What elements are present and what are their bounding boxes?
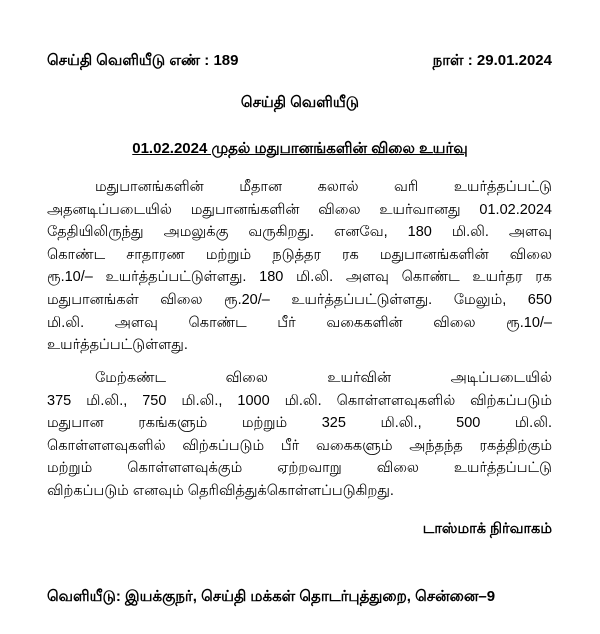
- paragraph-line: மதுபானங்களின் மீதான கலால் வரி உயர்த்தப்பட்டு: [95, 179, 552, 195]
- paragraph-line: தேதியிலிருந்து அமலுக்கு வருகிறது. எனவே, 180 மி.லி. அளவு: [47, 224, 552, 241]
- signature: டாஸ்மாக் நிர்வாகம்: [422, 521, 552, 537]
- paragraph-2: [47, 367, 552, 503]
- paragraph-line: மதுபானங்கள் விலை ரூ.20/– உயர்த்தப்பட்டுள்ளது. மேலும், 650: [47, 291, 552, 308]
- document-title: செய்தி வெளியீடு: [240, 94, 360, 111]
- paragraph-1: [47, 176, 552, 357]
- paragraph-line: 375 மி.லி., 750 மி.லி., 1000 மி.லி. கொள்ளளவுகளில் விற்கப்படும்: [47, 392, 552, 409]
- paragraph-line: உயர்த்தப்பட்டுள்ளது.: [47, 337, 188, 354]
- paragraph-line: கொள்ளளவுகளில் விற்கப்படும் பீர் வகைகளும் அந்தந்த ரகத்திற்கும்: [47, 437, 552, 454]
- subtitle-text: 01.02.2024 முதல் மதுபானங்களின் விலை உயர்வு: [132, 140, 468, 157]
- footer-issuer: வெளியீடு: இயக்குநர், செய்தி மக்கள் தொடர்புத்துறை, சென்னை–9: [47, 588, 496, 605]
- paragraph-line: மேற்கண்ட விலை உயர்வின் அடிப்படையில்: [95, 370, 552, 386]
- paragraph-line: விற்கப்படும் எனவும் தெரிவித்துக்கொள்ளப்படுகிறது.: [47, 482, 394, 499]
- paragraph-line: கொண்ட சாதாரண மற்றும் நடுத்தர ரக மதுபானங்களின் விலை: [47, 246, 552, 263]
- paragraph-line: மி.லி. அளவு கொண்ட பீர் வகைகளின் விலை ரூ.10/–: [47, 314, 552, 331]
- paragraph-line: மதுபான ரகங்களும் மற்றும் 325 மி.லி., 500 மி.லி.: [47, 415, 552, 432]
- release-date: நாள் : 29.01.2024: [432, 52, 552, 69]
- release-number: செய்தி வெளியீடு எண் : 189: [47, 52, 239, 69]
- paragraph-line: அதனடிப்படையில் மதுபானங்களின் விலை உயர்வானது 01.02.2024: [47, 201, 552, 218]
- paragraph-line: ரூ.10/– உயர்த்தப்பட்டுள்ளது. 180 மி.லி. அளவு கொண்ட உயர்தர ரக: [47, 269, 552, 286]
- document-subtitle: [0, 140, 600, 159]
- paragraph-line: மற்றும் கொள்ளளவுக்கும் ஏற்றவாறு விலை உயர்த்தப்பட்டு: [47, 460, 552, 477]
